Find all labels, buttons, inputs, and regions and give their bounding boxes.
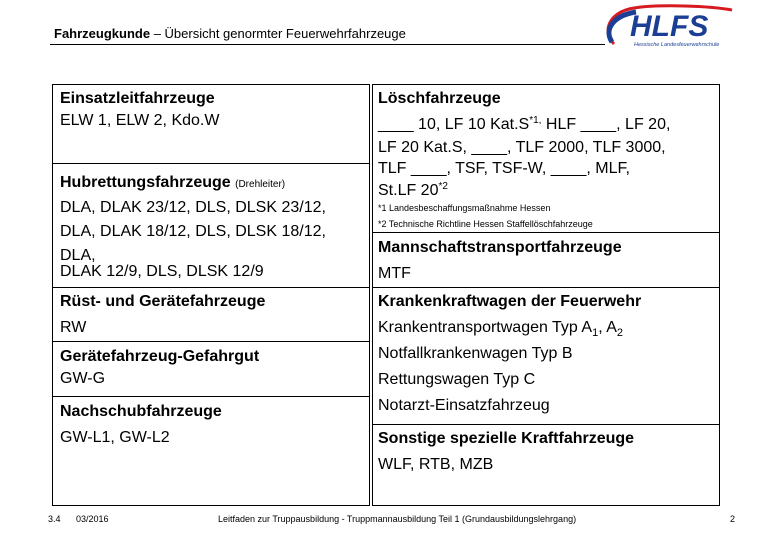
- hubrettung-line-2: DLA, DLAK 18/12, DLS, DLSK 18/12,: [60, 223, 326, 240]
- ruest-heading: Rüst- und Gerätefahrzeuge: [60, 293, 266, 310]
- loesch-line-4: [378, 178, 448, 204]
- hlfs-logo: [600, 2, 740, 52]
- sonstige-heading: Sonstige spezielle Kraftfahrzeuge: [378, 430, 635, 447]
- kranken-line-2: Notfallkrankenwagen Typ B: [378, 345, 573, 362]
- footer-date: 03/2016: [76, 514, 109, 524]
- ruest-items: RW: [60, 319, 87, 336]
- page-title-rest: – Übersicht genormter Feuerwehrfahrzeuge: [150, 26, 406, 41]
- kranken-heading: Krankenkraftwagen der Feuerwehr: [378, 293, 642, 310]
- footer-document-title: Leitfaden zur Truppausbildung - Truppmannausbildung Teil 1 (Grundausbildungslehrgang): [218, 514, 577, 524]
- loesch-line-4-text: St.LF 20: [378, 182, 439, 199]
- footnote-1: *1 Landesbeschaffungsmaßnahme Hessen: [378, 203, 551, 213]
- kranken-line-1: [378, 315, 623, 341]
- page-title: [54, 26, 406, 41]
- right-divider-3: [372, 424, 720, 425]
- kranken-sub-2: 2: [616, 327, 623, 339]
- kranken-line-4: Notarzt-Einsatzfahrzeug: [378, 397, 550, 414]
- logo-subtext: Hessische Landesfeuerwehrschule: [634, 42, 720, 48]
- mannschaft-heading: Mannschaftstransportfahrzeuge: [378, 239, 622, 256]
- mannschaft-items: MTF: [378, 265, 411, 282]
- loesch-line-1a: ____ 10, LF 10 Kat.S: [378, 116, 530, 133]
- left-divider-4: [52, 396, 370, 397]
- loesch-sup-2: *2: [438, 181, 448, 192]
- nachschub-heading: Nachschubfahrzeuge: [60, 403, 222, 420]
- page-title-bold: Fahrzeugkunde: [54, 26, 151, 41]
- hubrettung-heading-line: [60, 170, 285, 198]
- nachschub-items: GW-L1, GW-L2: [60, 429, 170, 446]
- footnote-2: *2 Technische Richtline Hessen Staffellöschfahrzeuge: [378, 219, 593, 229]
- left-divider-1: [52, 163, 370, 164]
- hubrettung-line-1: DLA, DLAK 23/12, DLS, DLSK 23/12,: [60, 199, 326, 216]
- loesch-line-3: TLF ____, TSF, TSF-W, ____, MLF,: [378, 160, 630, 177]
- slide-number: 3.4: [48, 514, 61, 524]
- einsatzleit-items: ELW 1, ELW 2, Kdo.W: [60, 112, 220, 129]
- kranken-line-3: Rettungswagen Typ C: [378, 371, 536, 388]
- einsatzleit-heading: Einsatzleitfahrzeuge: [60, 90, 215, 107]
- gefahrgut-items: GW-G: [60, 370, 106, 387]
- kranken-line-1-text: Krankentransportwagen Typ A: [378, 319, 593, 336]
- page-number: 2: [730, 514, 736, 524]
- left-divider-2: [52, 287, 370, 288]
- header-divider: [50, 44, 605, 45]
- right-divider-2: [372, 287, 720, 288]
- loesch-sup-1: *1,: [529, 115, 542, 126]
- left-divider-3: [52, 341, 370, 342]
- loesch-heading: Löschfahrzeuge: [378, 90, 501, 107]
- loesch-line-1b: HLF ____, LF 20,: [541, 116, 671, 133]
- logo-text: HLFS: [630, 10, 709, 43]
- kranken-line-1-mid: , A: [598, 319, 617, 336]
- loesch-line-2: LF 20 Kat.S, ____, TLF 2000, TLF 3000,: [378, 139, 666, 156]
- kranken-sub-1: 1: [592, 327, 599, 339]
- hubrettung-heading: Hubrettungsfahrzeuge: [60, 174, 231, 191]
- right-divider-1: [372, 232, 720, 233]
- hubrettung-note: (Drehleiter): [235, 179, 286, 190]
- hubrettung-line-3: DLA,: [60, 247, 96, 264]
- hubrettung-line-4: DLAK 12/9, DLS, DLSK 12/9: [60, 263, 264, 280]
- gefahrgut-heading: Gerätefahrzeug-Gefahrgut: [60, 348, 260, 365]
- sonstige-items: WLF, RTB, MZB: [378, 456, 494, 473]
